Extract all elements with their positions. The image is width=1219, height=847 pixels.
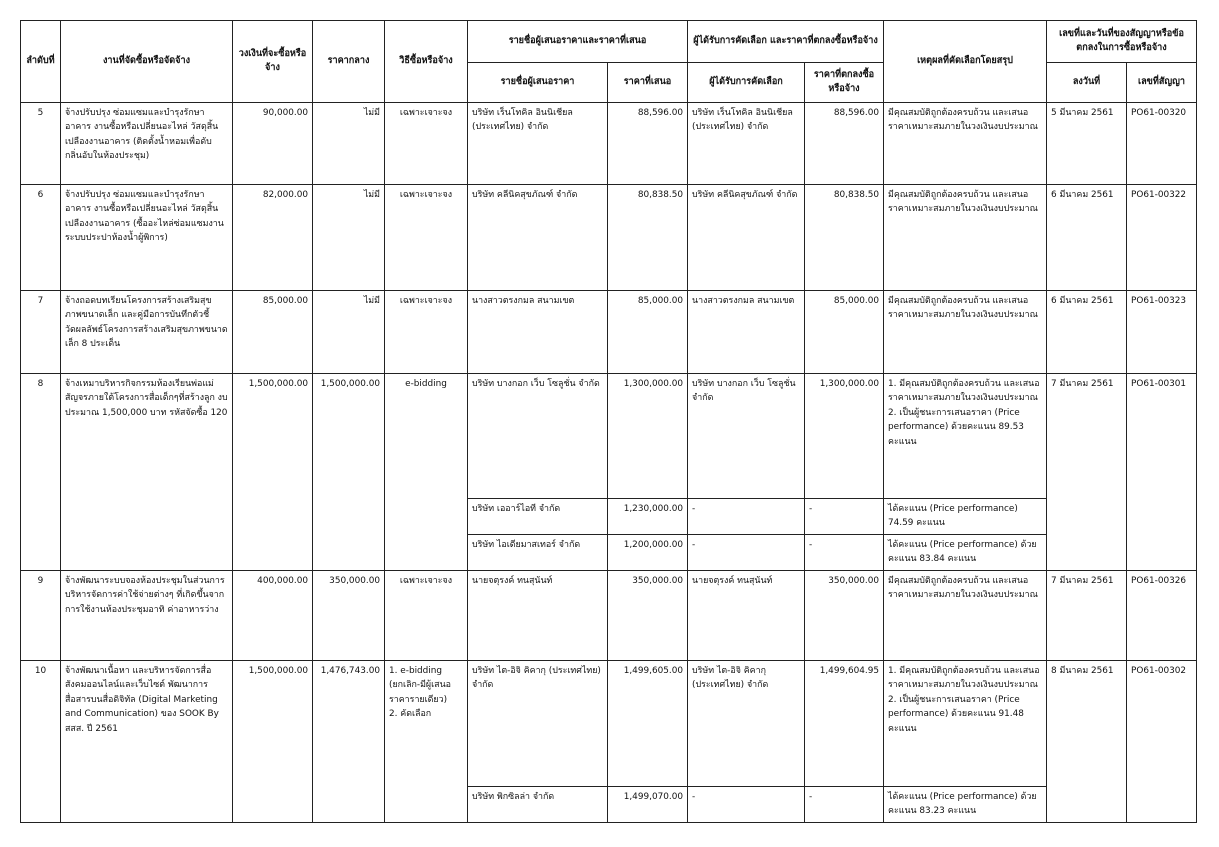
row-reason: ได้คะแนน (Price performance) ด้วยคะแนน 83.84 คะแนน [884, 535, 1047, 571]
header-bidders-group: รายชื่อผู้เสนอราคาและราคาที่เสนอ [468, 21, 688, 63]
row-budget: 400,000.00 [233, 571, 313, 661]
row-selected: นายจตุรงค์ ทนสุนันท์ [688, 571, 805, 661]
row-budget: 85,000.00 [233, 291, 313, 374]
row-contract-date: 7 มีนาคม 2561 [1047, 374, 1127, 571]
header-row-1 [21, 21, 1197, 63]
row-seq: 9 [21, 571, 61, 661]
row-reason: มีคุณสมบัติถูกต้องครบถ้วน และเสนอราคาเหมาะสมภายในวงเงินงบประมาณ [884, 185, 1047, 291]
row-bidder: บริษัท ไอเดียมาสเทอร์ จำกัด [468, 535, 608, 571]
header-bid-price: ราคาที่เสนอ [608, 63, 688, 103]
row-task: จ้างเหมาบริหารกิจกรรมห้องเรียนพ่อแม่สัญจรภายใต้โครงการสื่อเด็กๆที่สร้างลูก งบประมาณ 1,500,000 บาท รหัสจัดซื้อ 120 [61, 374, 233, 571]
table-row [21, 374, 1197, 499]
row-reason: มีคุณสมบัติถูกต้องครบถ้วน และเสนอราคาเหมาะสมภายในวงเงินงบประมาณ [884, 571, 1047, 661]
row-contract-no: PO61-00302 [1127, 661, 1197, 823]
row-bid-price: 1,230,000.00 [608, 499, 688, 535]
row-seq: 5 [21, 103, 61, 185]
table-row [21, 103, 1197, 185]
row-method: เฉพาะเจาะจง [385, 103, 468, 185]
row-median-price: ไม่มี [313, 291, 385, 374]
row-reason: ได้คะแนน (Price performance) ด้วยคะแนน 83.23 คะแนน [884, 787, 1047, 823]
row-bid-price: 1,499,605.00 [608, 661, 688, 787]
row-bid-price: 85,000.00 [608, 291, 688, 374]
row-bidder: บริษัท เออาร์ไอที จำกัด [468, 499, 608, 535]
row-median-price: 1,500,000.00 [313, 374, 385, 571]
row-bid-price: 1,499,070.00 [608, 787, 688, 823]
row-contract-date: 5 มีนาคม 2561 [1047, 103, 1127, 185]
row-selected: - [688, 499, 805, 535]
row-seq: 6 [21, 185, 61, 291]
row-agreed-price: - [805, 535, 884, 571]
row-reason: ได้คะแนน (Price performance) 74.59 คะแนน [884, 499, 1047, 535]
row-bidder: บริษัท บางกอก เว็บ โซลูชั่น จำกัด [468, 374, 608, 499]
row-reason: มีคุณสมบัติถูกต้องครบถ้วน และเสนอราคาเหมาะสมภายในวงเงินงบประมาณ [884, 103, 1047, 185]
procurement-table [20, 20, 1197, 823]
row-task: จ้างพัฒนาระบบจองห้องประชุมในส่วนการบริหารจัดการค่าใช้จ่ายต่างๆ ที่เกิดขึ้นจากการใช้งานห้องประชุมอาทิ ค่าอาหารว่าง [61, 571, 233, 661]
row-budget: 82,000.00 [233, 185, 313, 291]
row-agreed-price: - [805, 787, 884, 823]
table-row [21, 291, 1197, 374]
row-budget: 1,500,000.00 [233, 661, 313, 823]
header-median-price: ราคากลาง [313, 21, 385, 103]
row-bidder: นางสาวตรงกมล สนามเขต [468, 291, 608, 374]
row-agreed-price: 85,000.00 [805, 291, 884, 374]
row-bidder: บริษัท เร็นโทคิล อินนิเชียล (ประเทศไทย) จำกัด [468, 103, 608, 185]
row-median-price: 350,000.00 [313, 571, 385, 661]
header-reason: เหตุผลที่คัดเลือกโดยสรุป [884, 21, 1047, 103]
row-method: เฉพาะเจาะจง [385, 571, 468, 661]
row-bidder: บริษัท พิกซิลล่า จำกัด [468, 787, 608, 823]
row-bid-price: 88,596.00 [608, 103, 688, 185]
row-bidder: บริษัท คลีนิคสุขภัณฑ์ จำกัด [468, 185, 608, 291]
header-task: งานที่จัดซื้อหรือจัดจ้าง [61, 21, 233, 103]
header-agreed-price: ราคาที่ตกลงซื้อหรือจ้าง [805, 63, 884, 103]
row-bid-price: 80,838.50 [608, 185, 688, 291]
header-seq: ลำดับที่ [21, 21, 61, 103]
row-median-price: ไม่มี [313, 103, 385, 185]
row-task: จ้างถอดบทเรียนโครงการสร้างเสริมสุขภาพขนาดเล็ก และคู่มือการบันทึกตัวชี้วัดผลลัพธ์โครงการสร้างเสริมสุขภาพขนาดเล็ก 8 ประเด็น [61, 291, 233, 374]
row-method: เฉพาะเจาะจง [385, 291, 468, 374]
row-bid-price: 350,000.00 [608, 571, 688, 661]
table-row [21, 185, 1197, 291]
row-bidder: นายจตุรงค์ ทนสุนันท์ [468, 571, 608, 661]
row-task: จ้างพัฒนาเนื้อหา และบริหารจัดการสื่อสังคมออนไลน์และเว็บไซต์ พัฒนาการสื่อสารบนสื่อดิจิทัล (Digital Marketing and Communication) ของ SOOK By สสส. ปี 2561 [61, 661, 233, 823]
row-median-price: ไม่มี [313, 185, 385, 291]
row-budget: 90,000.00 [233, 103, 313, 185]
method-line-1: 1. e-bidding (ยกเลิก-มีผู้เสนอราคารายเดียว) [389, 666, 451, 705]
table-row [21, 661, 1197, 787]
row-task: จ้างปรับปรุง ซ่อมแซมและบำรุงรักษาอาคาร งานซื้อหรือเปลี่ยนอะไหล่ วัสดุสิ้นเปลืองงานอาคาร (ติดตั้งน้ำหอมเพื่อดับกลิ่นอับในห้องประชุม) [61, 103, 233, 185]
row-contract-date: 6 มีนาคม 2561 [1047, 185, 1127, 291]
header-contract-no: เลขที่สัญญา [1127, 63, 1197, 103]
row-contract-date: 8 มีนาคม 2561 [1047, 661, 1127, 823]
row-selected: - [688, 535, 805, 571]
header-bidder-name: รายชื่อผู้เสนอราคา [468, 63, 608, 103]
row-contract-no: PO61-00326 [1127, 571, 1197, 661]
row-method: เฉพาะเจาะจง [385, 185, 468, 291]
row-task: จ้างปรับปรุง ซ่อมแซมและบำรุงรักษาอาคาร งานซื้อหรือเปลี่ยนอะไหล่ วัสดุสิ้นเปลืองงานอาคาร (ซื้ออะไหล่ซ่อมแซมงานระบบประปาห้องน้ำผู้พิการ) [61, 185, 233, 291]
row-selected: บริษัท บางกอก เว็บ โซลูชั่น จำกัด [688, 374, 805, 499]
row-agreed-price: 88,596.00 [805, 103, 884, 185]
row-agreed-price: 1,499,604.95 [805, 661, 884, 787]
row-contract-no: PO61-00301 [1127, 374, 1197, 571]
method-line-2: 2. คัดเลือก [389, 709, 432, 720]
row-contract-no: PO61-00323 [1127, 291, 1197, 374]
reason-line-2: 2. เป็นผู้ชนะการเสนอราคา (Price performance) ด้วยคะแนน 91.48 คะแนน [888, 694, 1024, 734]
row-contract-date: 6 มีนาคม 2561 [1047, 291, 1127, 374]
row-agreed-price: - [805, 499, 884, 535]
row-agreed-price: 350,000.00 [805, 571, 884, 661]
header-contract-date: ลงวันที่ [1047, 63, 1127, 103]
row-selected: - [688, 787, 805, 823]
reason-line-2: 2. เป็นผู้ชนะการเสนอราคา (Price performance) ด้วยคะแนน 89.53 คะแนน [888, 407, 1024, 447]
reason-line-1: 1. มีคุณสมบัติถูกต้องครบถ้วน และเสนอราคาเหมาะสมภายในวงเงินงบประมาณ [888, 379, 1040, 404]
row-bid-price: 1,300,000.00 [608, 374, 688, 499]
row-selected: บริษัท ไต-อิจิ คิคากุ (ประเทศไทย) จำกัด [688, 661, 805, 787]
row-budget: 1,500,000.00 [233, 374, 313, 571]
row-reason: มีคุณสมบัติถูกต้องครบถ้วน และเสนอราคาเหมาะสมภายในวงเงินงบประมาณ [884, 291, 1047, 374]
row-seq: 8 [21, 374, 61, 571]
header-method: วิธีซื้อหรือจ้าง [385, 21, 468, 103]
reason-line-1: 1. มีคุณสมบัติถูกต้องครบถ้วน และเสนอราคาเหมาะสมภายในวงเงินงบประมาณ [888, 666, 1040, 691]
row-selected: นางสาวตรงกมล สนามเขต [688, 291, 805, 374]
row-method: e-bidding [385, 374, 468, 571]
header-selected-name: ผู้ได้รับการคัดเลือก [688, 63, 805, 103]
row-bidder: บริษัท ไต-อิจิ คิคากุ (ประเทศไทย) จำกัด [468, 661, 608, 787]
row-agreed-price: 1,300,000.00 [805, 374, 884, 499]
row-bid-price: 1,200,000.00 [608, 535, 688, 571]
row-method [385, 661, 468, 823]
row-contract-no: PO61-00320 [1127, 103, 1197, 185]
row-contract-date: 7 มีนาคม 2561 [1047, 571, 1127, 661]
row-selected: บริษัท เร็นโทคิล อินนิเชียล (ประเทศไทย) จำกัด [688, 103, 805, 185]
row-selected: บริษัท คลีนิคสุขภัณฑ์ จำกัด [688, 185, 805, 291]
header-selected-group: ผู้ได้รับการคัดเลือก และราคาที่ตกลงซื้อหรือจ้าง [688, 21, 884, 63]
row-seq: 7 [21, 291, 61, 374]
row-seq: 10 [21, 661, 61, 823]
row-median-price: 1,476,743.00 [313, 661, 385, 823]
table-row [21, 571, 1197, 661]
row-reason [884, 374, 1047, 499]
row-contract-no: PO61-00322 [1127, 185, 1197, 291]
row-reason [884, 661, 1047, 787]
header-contract-group: เลขที่และวันที่ของสัญญาหรือข้อตกลงในการซื้อหรือจ้าง [1047, 21, 1197, 63]
row-agreed-price: 80,838.50 [805, 185, 884, 291]
header-budget: วงเงินที่จะซื้อหรือจ้าง [233, 21, 313, 103]
